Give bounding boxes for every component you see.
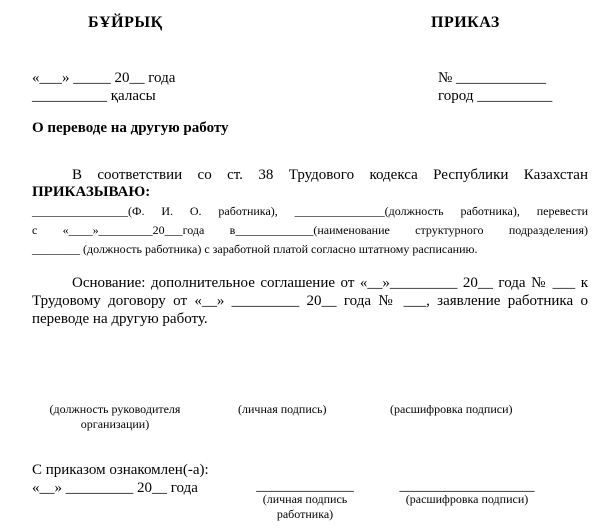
- basis-line1: Основание: дополнительное соглашение от «__»_________ 20__ года № ___ к: [72, 275, 588, 291]
- basis-line3: переводе на другую работу.: [32, 311, 208, 327]
- order-line-fio: ________________(Ф. И. О. работника), _______________(должность работника), перевести: [32, 204, 588, 218]
- acquaint-decrypt-label: (расшифровка подписи): [405, 492, 529, 506]
- order-paragraph-line1: В соответствии со ст. 38 Трудового кодекса Республики Казахстан: [72, 167, 588, 183]
- acquaint-date: «__» _________ 20__ года: [32, 480, 198, 496]
- signature-position-line2: организации): [80, 417, 150, 431]
- signature-position-line1: (должность руководителя: [49, 402, 181, 416]
- basis-line2: Трудовому договору от «__» _________ 20__ года № ___, заявление работника о: [32, 293, 588, 309]
- title-russian: ПРИКАЗ: [431, 14, 500, 31]
- acquaint-decrypt-line: __________________: [399, 478, 535, 494]
- order-word: ПРИКАЗЫВАЮ:: [32, 184, 151, 200]
- title-kazakh: БҰЙРЫҚ: [88, 14, 163, 31]
- order-line-date: с «____»_________20___года в_____________(наименование структурного подразделения): [32, 223, 588, 237]
- city-right: город __________: [438, 88, 553, 104]
- signature-decryption: (расшифровка подписи): [390, 402, 513, 416]
- acquaint-title: С приказом ознакомлен(-а):: [32, 462, 209, 478]
- acquaint-sign-label2: работника): [276, 507, 334, 521]
- order-number: № ____________: [438, 70, 547, 86]
- order-line-salary: ________ (должность работника) с заработной платой согласно штатному расписанию.: [32, 242, 478, 256]
- signature-personal: (личная подпись): [238, 402, 327, 416]
- date-left: «___» _____ 20__ года: [32, 70, 176, 86]
- acquaint-sign-line: _____________: [256, 478, 354, 494]
- acquaint-sign-label1: (личная подпись: [262, 492, 348, 506]
- city-left: __________ қаласы: [32, 88, 156, 104]
- subject-heading: О переводе на другую работу: [32, 120, 229, 136]
